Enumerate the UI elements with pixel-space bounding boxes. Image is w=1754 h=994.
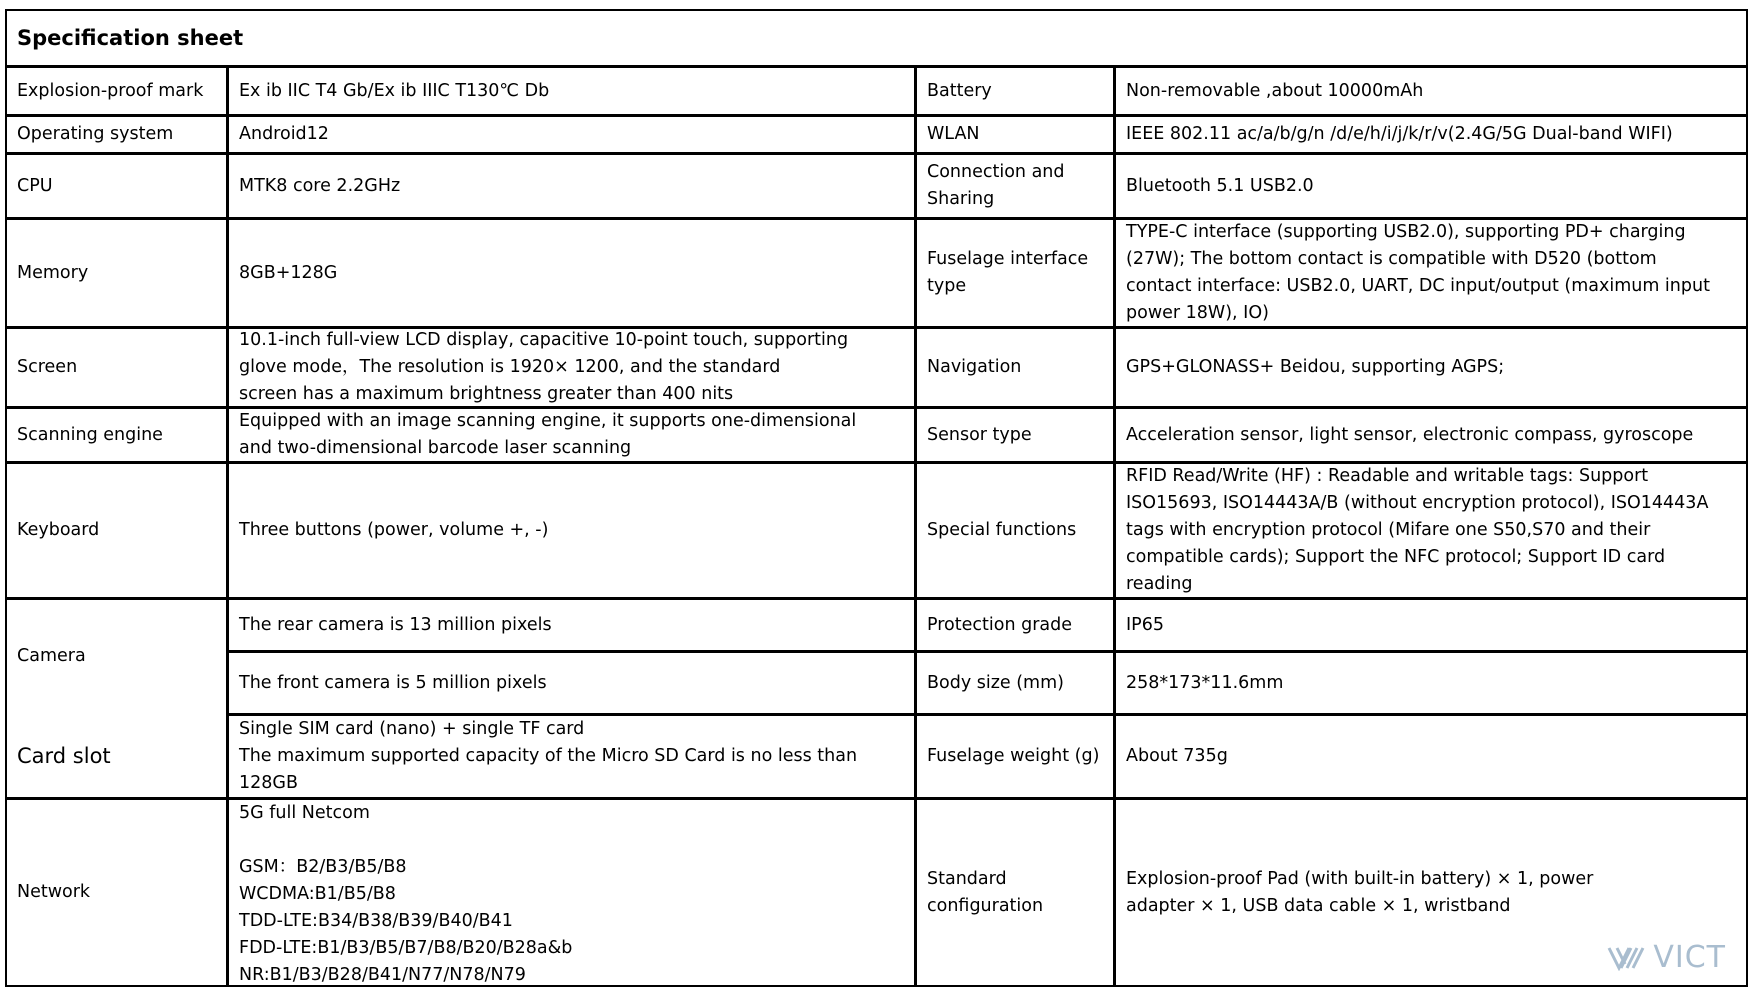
value-screen: 10.1-inch full-view LCD display, capacitive 10-point touch, supporting glove mode，The resolution is 1920× 1200, and the standard screen has a maximum brightness greater than 400 nits [239, 330, 849, 404]
label-explosion-proof-mark: Explosion-proof mark [17, 80, 204, 101]
label-screen: Screen [17, 357, 78, 377]
sheet-title: Specification sheet [17, 26, 244, 50]
watermark-text: VICT [1653, 940, 1726, 975]
value-wlan: IEEE 802.11 ac/a/b/g/n /d/e/h/i/j/k/r/v(2.4G/5G Dual-band WIFI) [1126, 124, 1673, 144]
value-battery: Non-removable ,about 10000mAh [1126, 80, 1424, 101]
value-fuselage-weight: About 735g [1126, 746, 1228, 766]
label-memory: Memory [17, 262, 89, 283]
label-navigation: Navigation [927, 357, 1022, 377]
value-sensor-type: Acceleration sensor, light sensor, electronic compass, gyroscope [1126, 424, 1694, 445]
value-card-slot: Single SIM card (nano) + single TF card The maximum supported capacity of the Micro SD Card is no less than 128GB [239, 719, 858, 793]
label-cpu: CPU [17, 175, 53, 196]
value-protection-grade: IP65 [1126, 614, 1164, 635]
value-fuselage-interface-type: TYPE-C interface (supporting USB2.0), supporting PD+ charging (27W); The bottom contact is compatible with D520 (bottom contact interface: USB2.0, UART, DC input/output (maximum input power 18W), IO) [1126, 222, 1710, 323]
label-body-size: Body size (mm) [927, 672, 1064, 693]
value-network: 5G full Netcom GSM：B2/B3/B5/B8 WCDMA:B1/B5/B8 TDD-LTE:B34/B38/B39/B40/B41 FDD-LTE:B1/B3/B5/B7/B8/B20/B28a&b NR:B1/B3/B28/B41/N77/N78/N79 [239, 803, 573, 985]
label-special-functions: Special functions [927, 520, 1077, 540]
value-cpu: MTK8 core 2.2GHz [239, 175, 401, 196]
label-operating-system: Operating system [17, 124, 174, 144]
label-standard-configuration: Standard configuration [927, 868, 1044, 916]
value-scanning-engine: Equipped with an image scanning engine, it supports one-dimensional and two-dimensional barcode laser scanning [239, 411, 857, 458]
value-camera-front: The front camera is 5 million pixels [239, 672, 547, 693]
vict-logo-icon [1607, 945, 1647, 971]
value-camera-rear: The rear camera is 13 million pixels [239, 614, 552, 635]
specification-table [5, 9, 1748, 987]
label-scanning-engine: Scanning engine [17, 424, 163, 445]
label-protection-grade: Protection grade [927, 614, 1072, 635]
value-navigation: GPS+GLONASS+ Beidou, supporting AGPS; [1126, 357, 1505, 377]
value-connection-and-sharing: Bluetooth 5.1 USB2.0 [1126, 175, 1314, 196]
value-memory: 8GB+128G [239, 262, 338, 283]
value-operating-system: Android12 [239, 124, 329, 144]
label-keyboard: Keyboard [17, 520, 100, 540]
value-standard-configuration: Explosion-proof Pad (with built-in battery) × 1, power adapter × 1, USB data cable × 1, wristband [1126, 868, 1594, 916]
label-battery: Battery [927, 80, 992, 101]
label-fuselage-interface-type: Fuselage interface type [927, 249, 1089, 296]
value-body-size: 258*173*11.6mm [1126, 672, 1284, 693]
label-camera: Camera [17, 646, 86, 666]
label-sensor-type: Sensor type [927, 424, 1032, 445]
label-fuselage-weight: Fuselage weight (g) [927, 746, 1100, 766]
label-card-slot: Card slot [17, 744, 111, 768]
value-explosion-proof-mark: Ex ib IIC T4 Gb/Ex ib IIIC T130℃ Db [239, 80, 550, 101]
value-keyboard: Three buttons (power, volume +, -) [239, 520, 549, 540]
vict-watermark [1607, 940, 1726, 975]
label-network: Network [17, 882, 91, 902]
label-wlan: WLAN [927, 124, 980, 144]
value-special-functions: RFID Read/Write (HF) : Readable and writable tags: Support ISO15693, ISO14443A/B (without encryption protocol), ISO14443A tags with encryption protocol (Mifare one S50,S70 and their compatible cards); Support the NFC protocol; Support ID card reading [1126, 466, 1709, 594]
label-connection-and-sharing: Connection and Sharing [927, 162, 1065, 209]
